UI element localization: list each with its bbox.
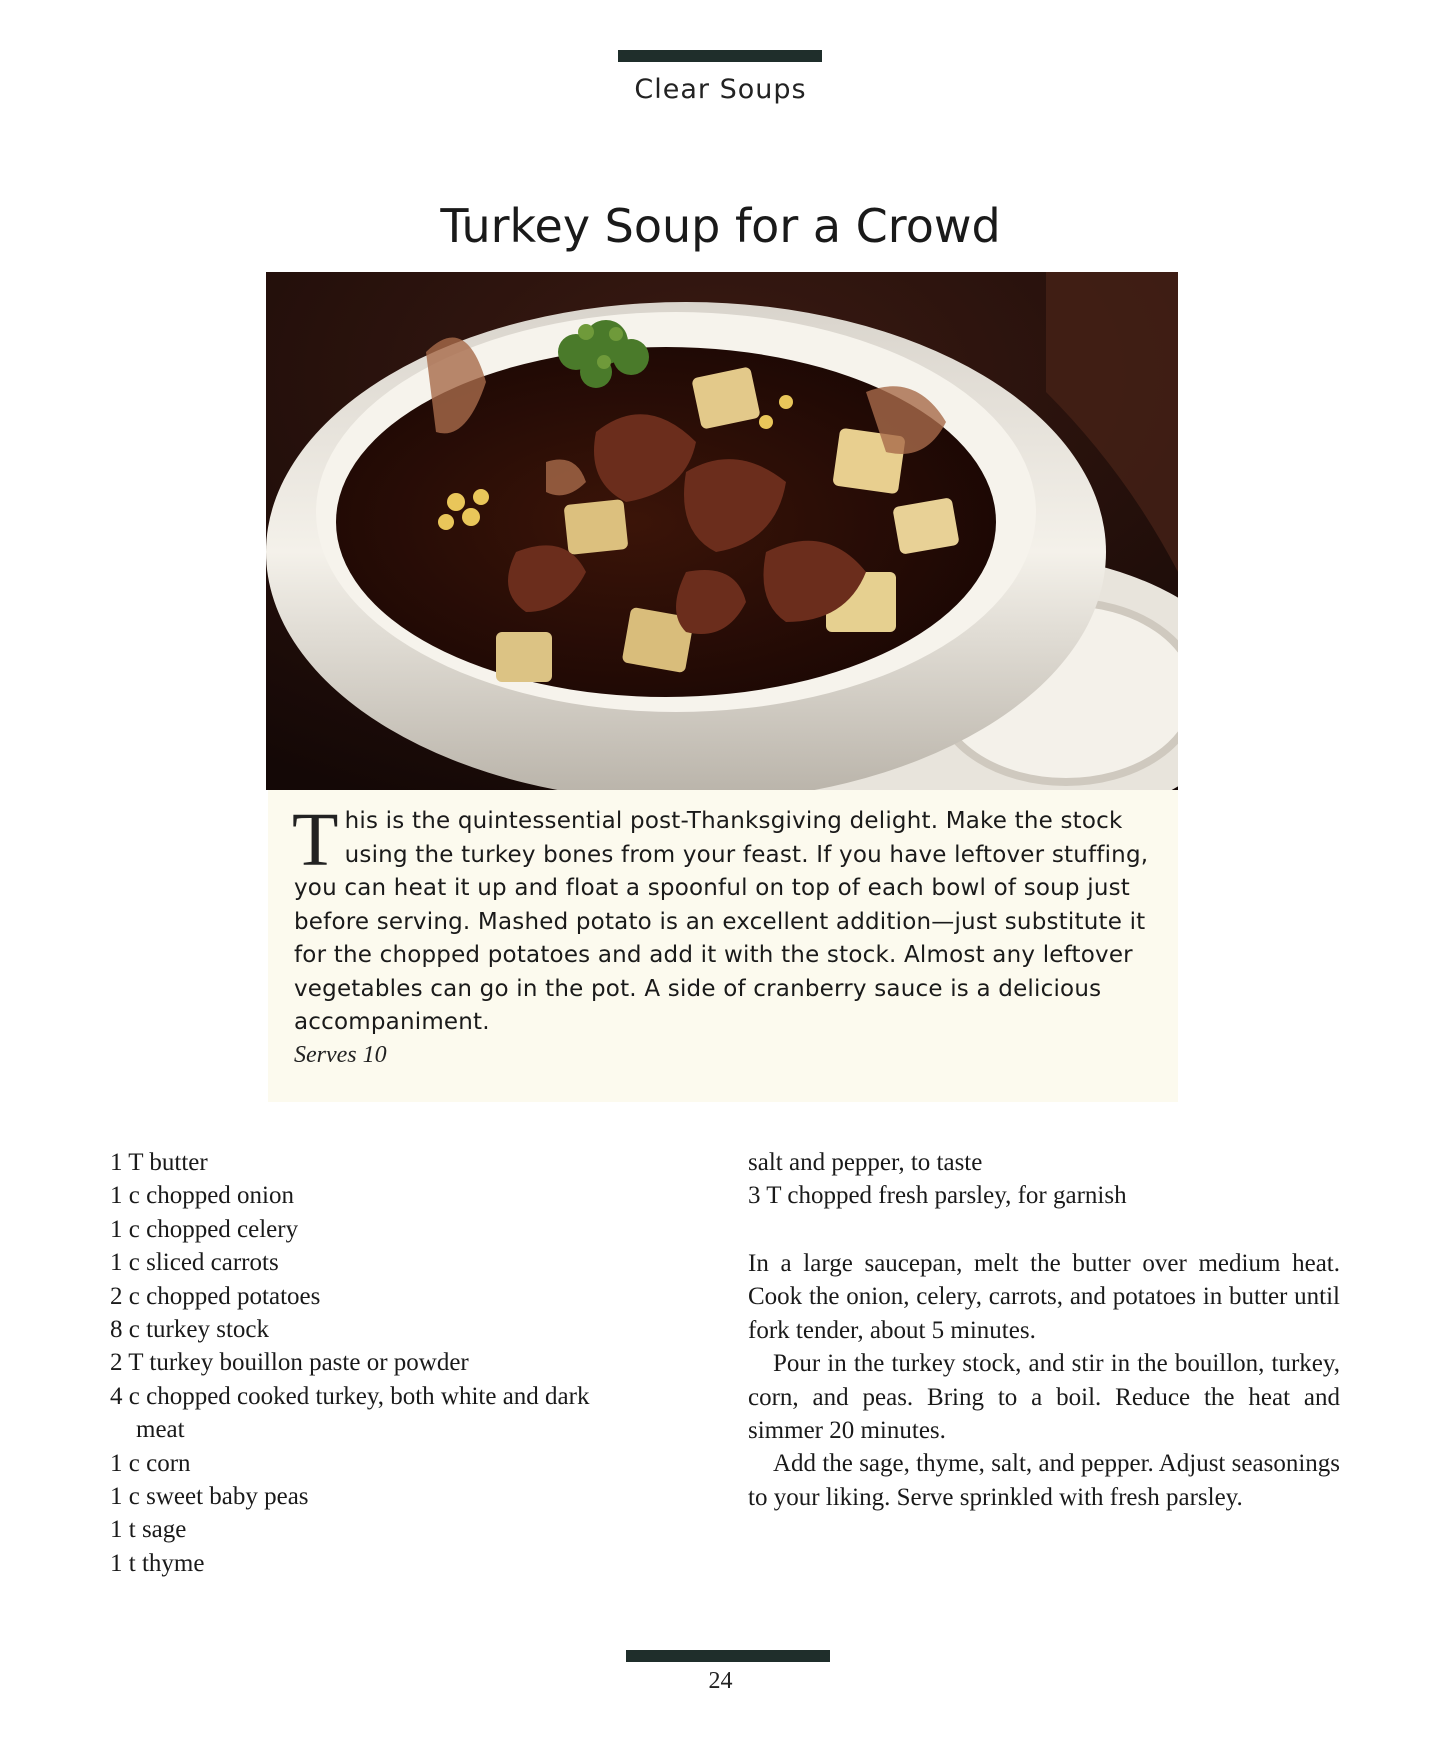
directions: [748, 1247, 1340, 1514]
section-header: Clear Soups: [634, 74, 807, 105]
drop-cap: T: [292, 798, 339, 882]
ingredient-item: 1 c chopped celery: [110, 1215, 299, 1243]
ingredient-item: 2 c chopped potatoes: [110, 1282, 321, 1310]
servings: Serves 10: [294, 1041, 387, 1068]
recipe-title: Turkey Soup for a Crowd: [440, 198, 1001, 253]
ingredient-item: 1 c sliced carrots: [110, 1249, 279, 1277]
ingredient-item: 2 T turkey bouillon paste or powder: [110, 1349, 469, 1377]
ingredient-item: salt and pepper, to taste: [748, 1149, 983, 1176]
direction-step: Add the sage, thyme, salt, and pepper. Adjust seasonings to your liking. Serve sprinkled with fresh parsley.: [748, 1450, 1340, 1511]
page-number: 24: [708, 1668, 733, 1694]
ingredient-item: 4 c chopped cooked turkey, both white and dark meat: [110, 1382, 590, 1444]
ingredient-item: 3 T chopped fresh parsley, for garnish: [748, 1182, 1127, 1210]
ingredient-item: 1 c sweet baby peas: [110, 1483, 309, 1511]
bottom-rule: [626, 1650, 830, 1662]
intro-text: his is the quintessential post-Thanksgiving delight. Make the stock using the turkey bones from your feast. If you have leftover stuffing, you can heat it up and float a spoonful on top of each bowl of soup just before serving. Mashed potato is an excellent addition—just substitute it for the chopped potatoes and add it with the stock. Almost any leftover vegetables can go in the pot. A side of cranberry sauce is a delicious accompaniment.: [294, 808, 1149, 1035]
soup-photo: [266, 272, 1178, 790]
ingredient-item: 1 t thyme: [110, 1549, 205, 1577]
ingredient-item: 1 t sage: [110, 1516, 187, 1544]
ingredient-item: 1 c corn: [110, 1449, 191, 1477]
ingredient-item: 1 T butter: [110, 1149, 208, 1176]
top-rule: [618, 50, 822, 62]
intro-paragraph: [292, 798, 1152, 1040]
direction-step: Pour in the turkey stock, and stir in the bouillon, turkey, corn, and peas. Bring to a boil. Reduce the heat and simmer 20 minutes.: [748, 1350, 1340, 1445]
ingredients-list-right: [748, 1146, 1348, 1213]
ingredients-list-left: [110, 1146, 670, 1580]
ingredient-item: 8 c turkey stock: [110, 1316, 269, 1344]
intro-box: [268, 790, 1178, 1102]
direction-step: In a large saucepan, melt the butter over medium heat. Cook the onion, celery, carrots, and potatoes in butter until fork tender, about 5 minutes.: [748, 1250, 1340, 1344]
ingredient-item: 1 c chopped onion: [110, 1182, 294, 1210]
